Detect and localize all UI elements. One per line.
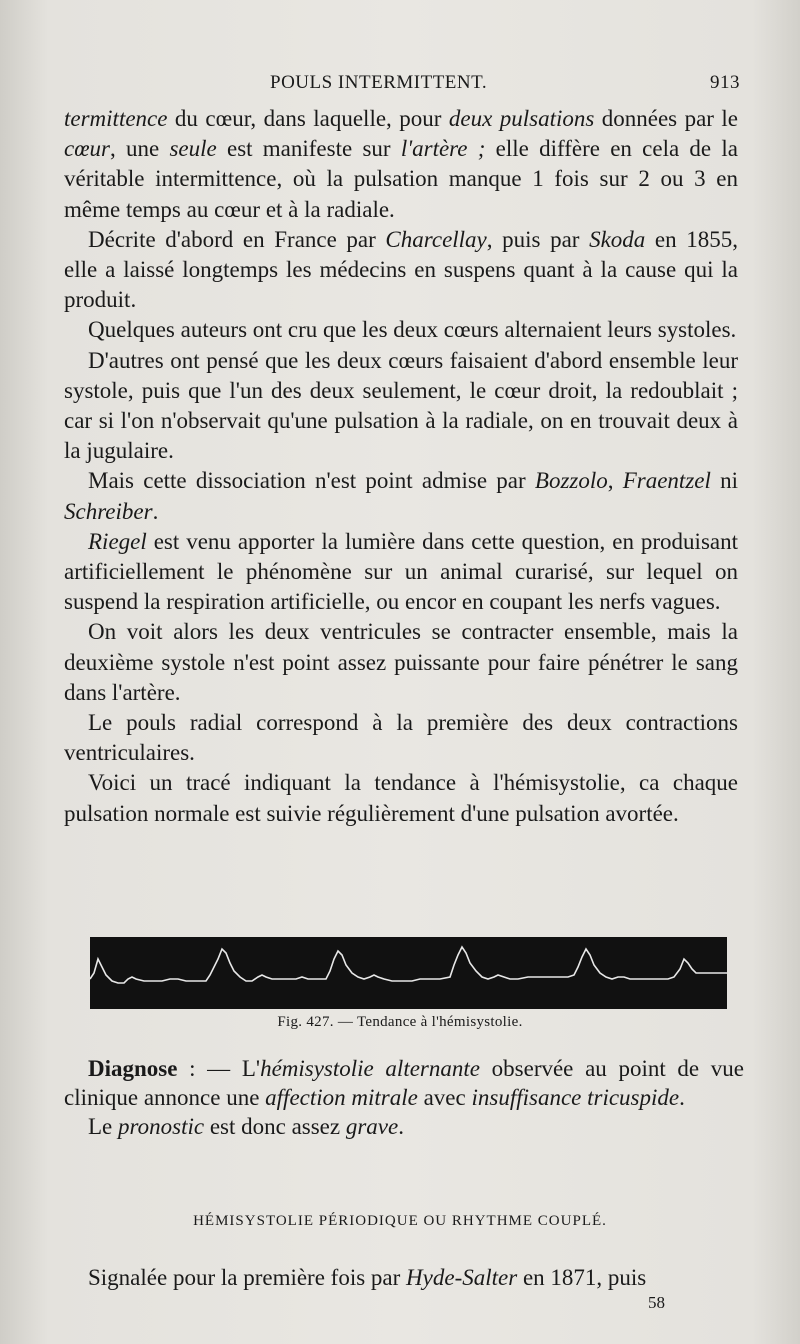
text-run: Décrite d'abord en France par — [88, 226, 386, 252]
text-run: : — L' — [177, 1056, 261, 1081]
diagnose-label: Diagnose — [88, 1056, 178, 1081]
section-heading: HÉMISYSTOLIE PÉRIODIQUE OU RHYTHME COUPLÉ. — [193, 1213, 607, 1229]
italic-text: cœur — [64, 136, 110, 162]
text-run: , puis par — [486, 226, 590, 252]
italic-text: grave — [345, 1114, 399, 1139]
pulse-trace-line — [90, 947, 727, 983]
italic-text: seule — [169, 136, 217, 162]
prognosis-paragraph — [64, 1112, 744, 1141]
text-run: ni — [710, 468, 738, 494]
figure-caption: Fig. 427. — Tendance à l'hémisystolie. — [277, 1014, 523, 1030]
italic-text: Bozzolo — [534, 468, 608, 494]
italic-text: Charcellay — [385, 226, 487, 252]
italic-text: Riegel — [88, 528, 147, 554]
paragraph-2 — [64, 225, 738, 316]
text-run: elle diffère en cela de la véritable intermittence, où la pulsation manque 1 fois sur 2 ou 3 en même temps au cœur et à la radiale. — [64, 136, 738, 222]
paragraph-3: Quelques auteurs ont cru que les deux cœurs alternaient leurs systoles. — [88, 317, 737, 343]
italic-text: Fraentzel — [622, 468, 711, 494]
text-run: , — [607, 468, 623, 494]
text-run: en 1855, elle a laissé longtemps les médecins en suspens quant à la cause qui la produit. — [64, 226, 738, 313]
text-run: . — [398, 1114, 404, 1139]
text-run: du cœur, dans laquelle, pour — [167, 106, 449, 131]
text-run: observée au point de vue clinique annonce une — [64, 1056, 744, 1110]
italic-text: Schreiber — [64, 498, 153, 524]
paragraph-7: On voit alors les deux ventricules se contracter ensemble, mais la deuxième systole n'est point assez puissante pour faire pénétrer le sang dans l'artère. — [64, 619, 738, 705]
paragraph-6 — [64, 527, 738, 618]
paragraph-9: Voici un tracé indiquant la tendance à l'hémisystolie, ca chaque pulsation normale est suivie régulièrement d'une pulsation avortée. — [64, 770, 738, 826]
italic-text: pronostic — [118, 1114, 205, 1139]
text-run: est manifeste sur — [216, 136, 401, 162]
running-title: POULS INTERMITTENT. — [270, 72, 488, 93]
paragraph-1 — [64, 104, 738, 225]
text-run: Signalée pour la première fois par — [88, 1265, 407, 1290]
italic-text: deux pulsations — [448, 106, 595, 131]
paragraph-8: Le pouls radial correspond à la première des deux contractions ventriculaires. — [64, 710, 738, 766]
signature-mark: 58 — [648, 1293, 665, 1312]
page-number: 913 — [710, 72, 740, 93]
text-run: Mais cette dissociation n'est point admise par — [88, 468, 535, 494]
italic-text: termittence — [64, 106, 168, 131]
text-run: est venu apporter la lumière dans cette question, en produisant artificiellement le phénomène sur un animal curarisé, sur lequel on suspend la respiration artificielle, ou encor en coupant les nerfs vagues. — [64, 528, 738, 615]
text-run: données par le — [594, 106, 739, 131]
text-run: Le — [88, 1114, 119, 1139]
main-text — [64, 104, 738, 829]
text-run: en 1871, puis — [517, 1265, 647, 1290]
italic-text: insuffisance tricuspide — [471, 1085, 680, 1110]
pulse-trace-graphic — [90, 937, 727, 1009]
italic-text: affection mitrale — [265, 1085, 418, 1110]
pulse-trace-figure — [90, 937, 727, 1009]
italic-text: l'artère ; — [400, 136, 486, 162]
italic-text: Skoda — [589, 226, 646, 252]
italic-text: Hyde-Salter — [406, 1265, 518, 1290]
diagnosis-section — [64, 1054, 744, 1141]
text-run: est donc assez — [204, 1114, 346, 1139]
paragraph-5 — [64, 466, 738, 526]
text-run: . — [679, 1085, 685, 1110]
italic-text: hémisystolie alternante — [260, 1056, 480, 1081]
text-run: . — [152, 498, 159, 524]
page-header — [64, 72, 740, 100]
paragraph-4: D'autres ont pensé que les deux cœurs faisaient d'abord ensemble leur systole, puis que l'un des deux seulement, le cœur droit, la redoublait ; car si l'on n'observait qu'une pulsation à la radiale, on en trouvait deux à la jugulaire. — [64, 347, 738, 464]
diagnosis-paragraph — [64, 1054, 744, 1112]
last-line — [64, 1263, 748, 1293]
text-run: , une — [110, 136, 170, 162]
text-run: avec — [417, 1085, 472, 1110]
